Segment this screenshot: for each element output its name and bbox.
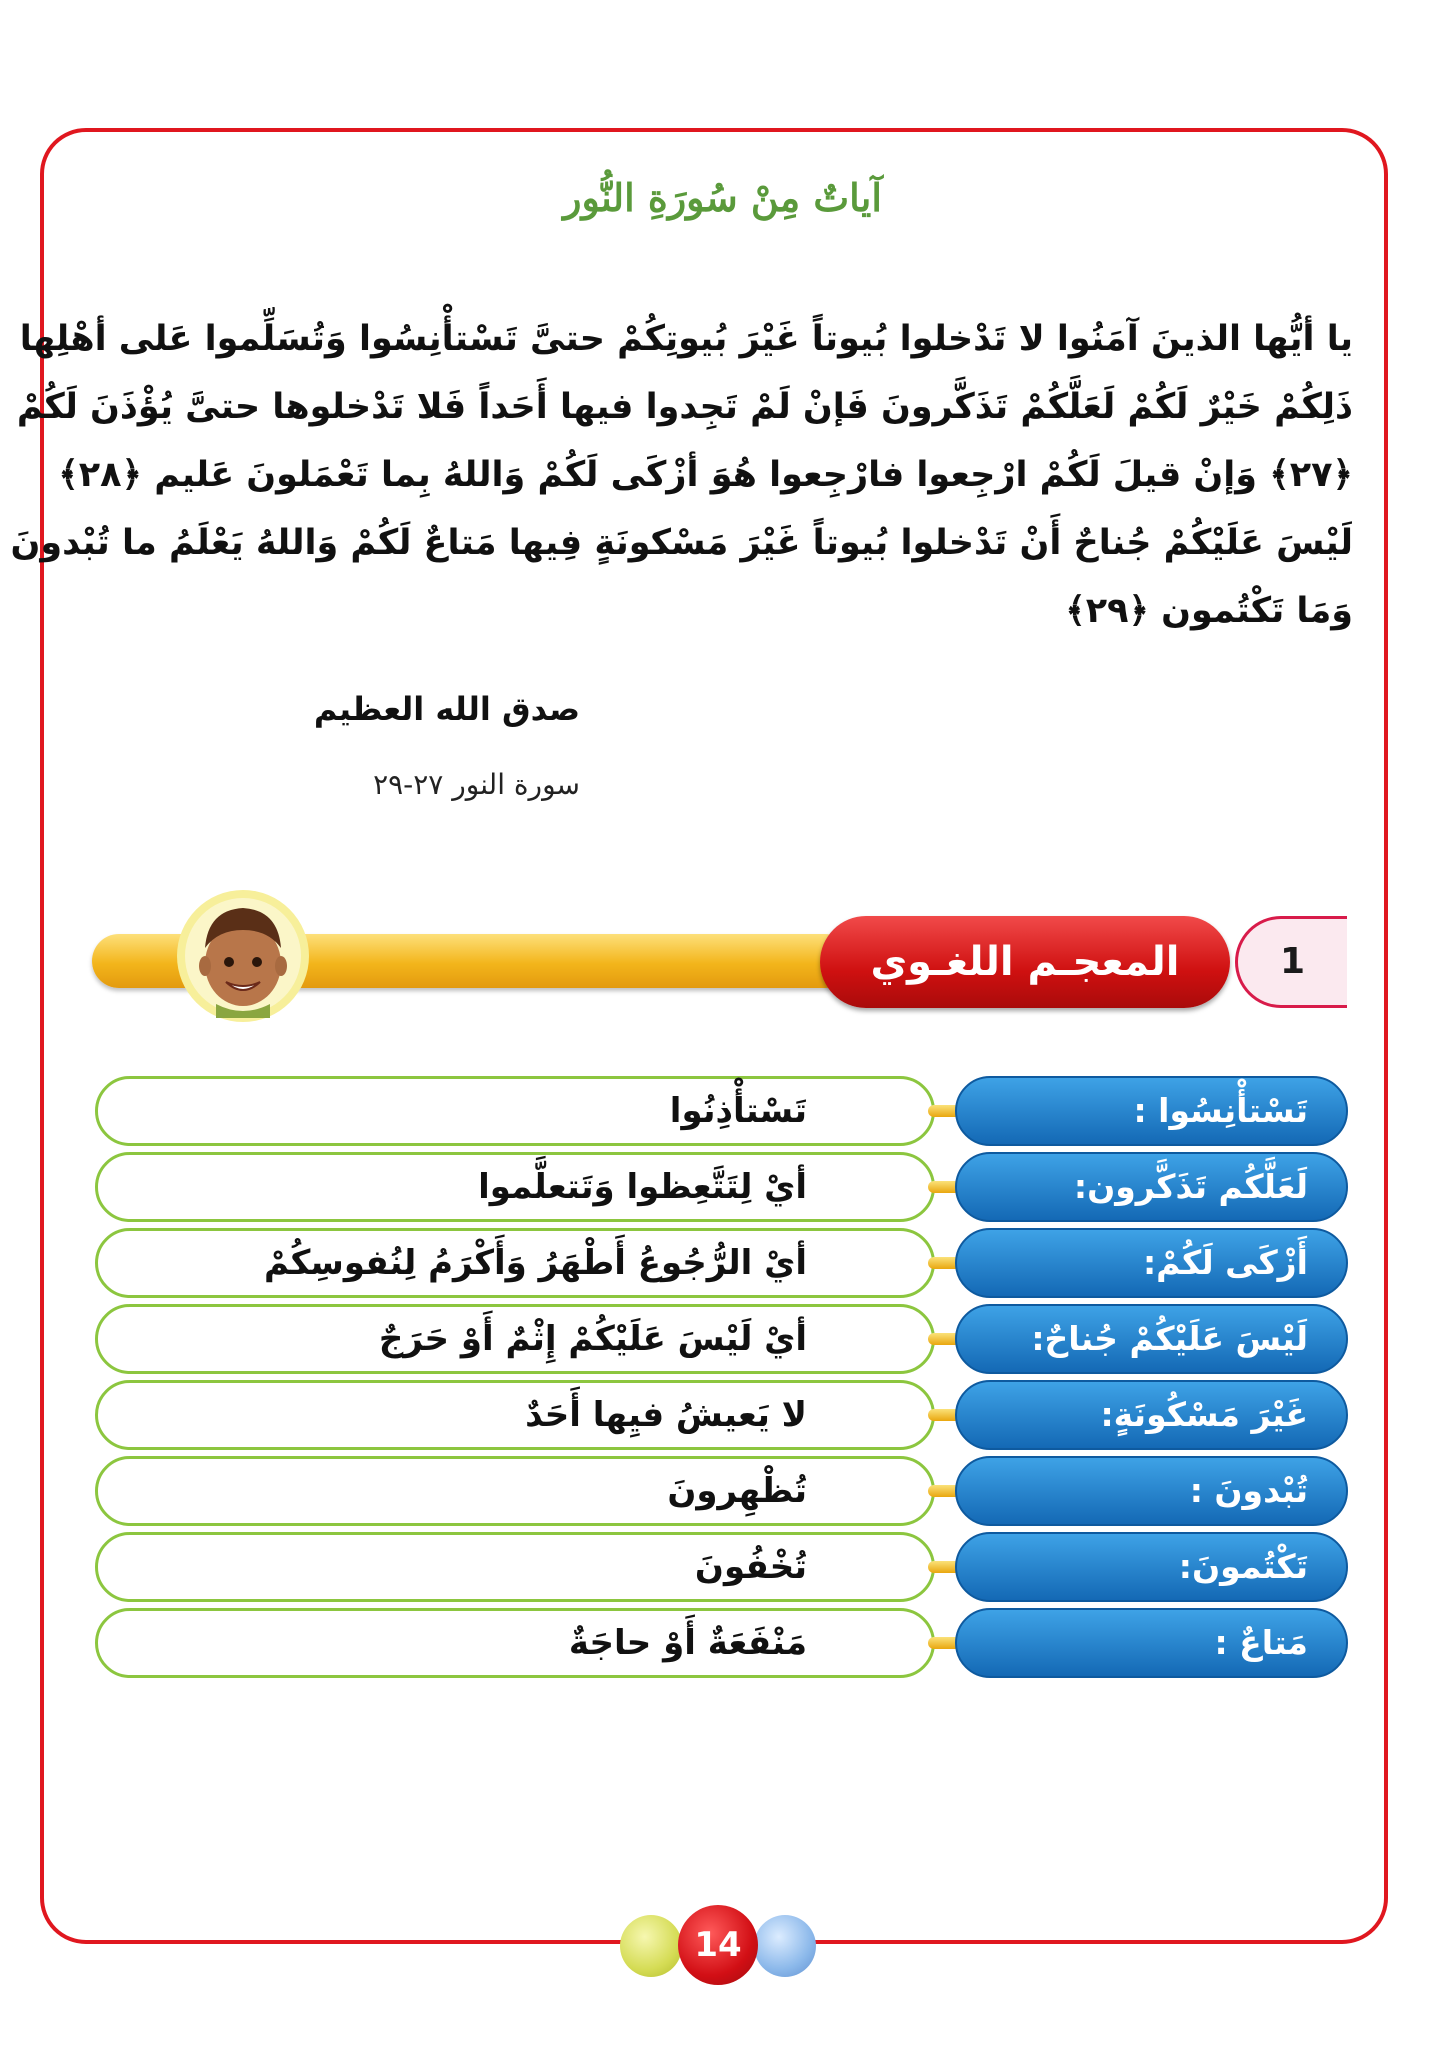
boy-face-icon	[168, 878, 318, 1028]
verses-block	[10, 305, 1353, 645]
glossary-row	[0, 1076, 1445, 1146]
verse-line: وَمَا تَكْتُمون ﴿٢٩﴾	[1065, 591, 1353, 631]
term-box: لَعَلَّكُم تَذَكَّرون:	[955, 1152, 1348, 1222]
glossary-row	[0, 1152, 1445, 1222]
definition-box: أيْ لَيْسَ عَلَيْكُمْ إِثْمٌ أَوْ حَرَجٌ	[95, 1304, 935, 1374]
verse-line: لَيْسَ عَلَيْكُمْ جُناحٌ أَنْ تَدْخلوا بُيوتاً غَيْرَ مَسْكونَةٍ فِيها مَتاعٌ لَكُمْ وَاللهُ يَعْلَمُ ما تُبْدونَ	[10, 523, 1353, 563]
definition-box: أيْ الرُّجُوعُ أَطْهَرُ وَأَكْرَمُ لِنُفوسِكُمْ	[95, 1228, 935, 1298]
term-box: لَيْسَ عَلَيْكُمْ جُناحٌ:	[955, 1304, 1348, 1374]
glossary-row	[0, 1532, 1445, 1602]
page-title: آياتٌ مِنْ سُورَةِ النُّور	[563, 175, 882, 220]
closing-phrase: صدق الله العظيم	[313, 690, 580, 728]
page-number-badge	[620, 1905, 825, 1985]
decor-ball-icon	[620, 1915, 682, 1977]
term-box: تُبْدونَ :	[955, 1456, 1348, 1526]
term-box: غَيْرَ مَسْكُونَةٍ:	[955, 1380, 1348, 1450]
glossary-row	[0, 1456, 1445, 1526]
section-number: 1	[1235, 916, 1347, 1008]
definition-box: تُخْفُونَ	[95, 1532, 935, 1602]
glossary-row	[0, 1228, 1445, 1298]
surah-reference: سورة النور ٢٧-٢٩	[373, 768, 580, 801]
term-box: أَزْكَى لَكُمْ:	[955, 1228, 1348, 1298]
definition-box: أيْ لِتَتَّعِظوا وَتَتعلَّموا	[95, 1152, 935, 1222]
page-number: 14	[678, 1905, 758, 1985]
section-title: المعجـم اللغـوي	[820, 916, 1230, 1008]
glossary-row	[0, 1608, 1445, 1678]
term-box: تَكْتُمونَ:	[955, 1532, 1348, 1602]
glossary-row	[0, 1380, 1445, 1450]
definition-box: تُظْهِرونَ	[95, 1456, 935, 1526]
verse-line: يا أيُّها الذينَ آمَنُوا لا تَدْخلوا بُيوتاً غَيْرَ بُيوتِكُمْ حتىَّ تَسْتأْنِسُوا وَتُسَلِّموا عَلى أهْلِها	[19, 319, 1353, 359]
term-box: مَتاعٌ :	[955, 1608, 1348, 1678]
definition-box: لا يَعيشُ فيِها أَحَدٌ	[95, 1380, 935, 1450]
glossary-row	[0, 1304, 1445, 1374]
verse-line: ﴿٢٧﴾ وَإنْ قيلَ لَكُمْ ارْجِعوا فارْجِعوا هُوَ أزْكَى لَكُمْ وَاللهُ بِما تَعْمَلونَ عَليم ﴿٢٨﴾	[58, 455, 1353, 495]
definition-box: تَسْتأْذِنُوا	[95, 1076, 935, 1146]
term-box: تَسْتأْنِسُوا :	[955, 1076, 1348, 1146]
verse-line: ذَلِكُمْ خَيْرٌ لَكُمْ لَعَلَّكُمْ تَذَكَّرونَ فَإنْ لَمْ تَجِدوا فيها أَحَداً فَلا تَدْخلوها حتىَّ يُؤْذَنَ لَكُمْ	[16, 387, 1353, 427]
definition-box: مَنْفَعَةٌ أَوْ حاجَةٌ	[95, 1608, 935, 1678]
decor-ball-icon	[754, 1915, 816, 1977]
